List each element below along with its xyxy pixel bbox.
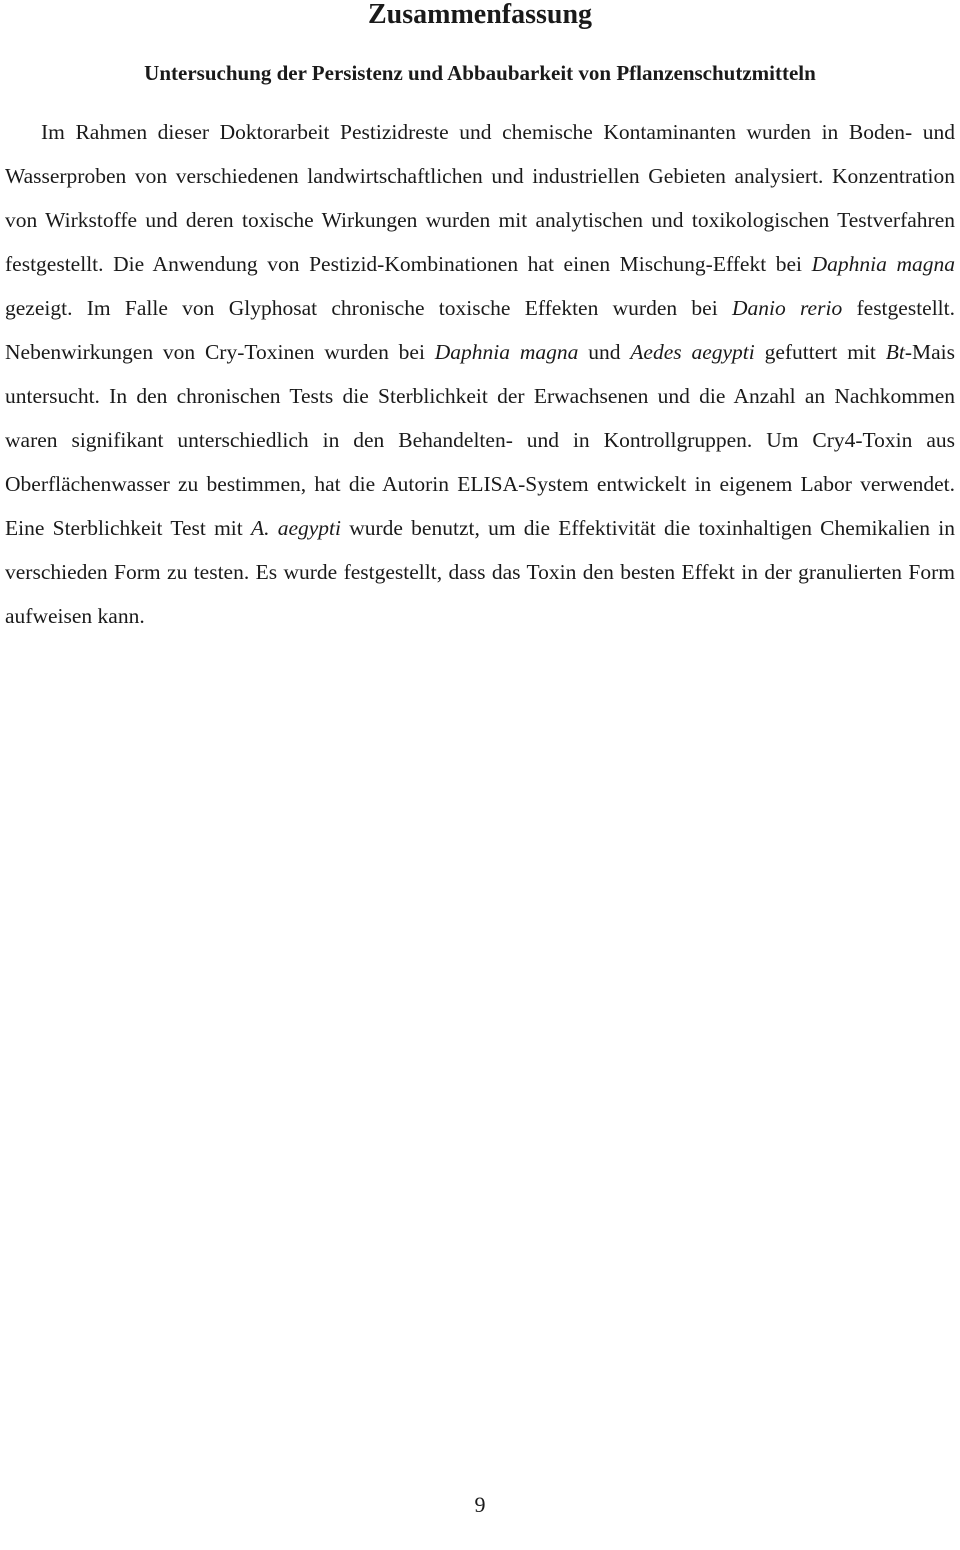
species-name: Aedes aegypti [630, 340, 755, 364]
text-segment: gezeigt. Im Falle von Glyphosat chronische toxische Effekten wurden bei [5, 296, 732, 320]
text-segment: wurde benutzt, um die Effektivität die toxinhaltigen Chemikalien in verschieden Form zu testen. Es wurde festgestellt, dass das Toxin den besten Effekt in der granulierten Form aufweisen kann. [5, 516, 955, 628]
species-name: Daphnia magna [811, 252, 955, 276]
abstract-paragraph [5, 110, 955, 638]
text-segment: und [578, 340, 631, 364]
text-segment: -Mais untersucht. In den chronischen Tests die Sterblichkeit der Erwachsenen und die Anzahl an Nachkommen waren signifikant unterschiedlich in den Behandelten- und in Kontrollgruppen. Um Cry4-Toxin aus Oberflächenwasser zu bestimmen, hat die Autorin ELISA-System entwickelt in eigenem Labor verwendet. Eine Sterblichkeit Test mit [5, 340, 955, 540]
species-name: Daphnia magna [434, 340, 579, 364]
bt-abbreviation: Bt [885, 340, 905, 364]
page-number: 9 [474, 1492, 486, 1517]
text-segment: Im Rahmen dieser Doktorarbeit Pestizidreste und chemische Kontaminanten wurden in Boden- und Wasserproben von verschiedenen landwirtschaftlichen und industriellen Gebieten analysiert. Konzentration von Wirkstoffe und deren toxische Wirkungen wurden mit analytischen und toxikologischen Testverfahren festgestellt. Die Anwendung von Pestizid-Kombinationen hat einen Mischung-Effekt bei [5, 120, 955, 276]
text-segment: gefuttert mit [754, 340, 886, 364]
species-name: A. aegypti [250, 516, 341, 540]
species-name: Danio rerio [731, 296, 843, 320]
page-subtitle: Untersuchung der Persistenz und Abbaubarkeit von Pflanzenschutzmitteln [144, 61, 816, 85]
text-segment: festgestellt. Nebenwirkungen von Cry-Toxinen wurden bei [5, 296, 956, 364]
page-title: Zusammenfassung [367, 0, 593, 30]
